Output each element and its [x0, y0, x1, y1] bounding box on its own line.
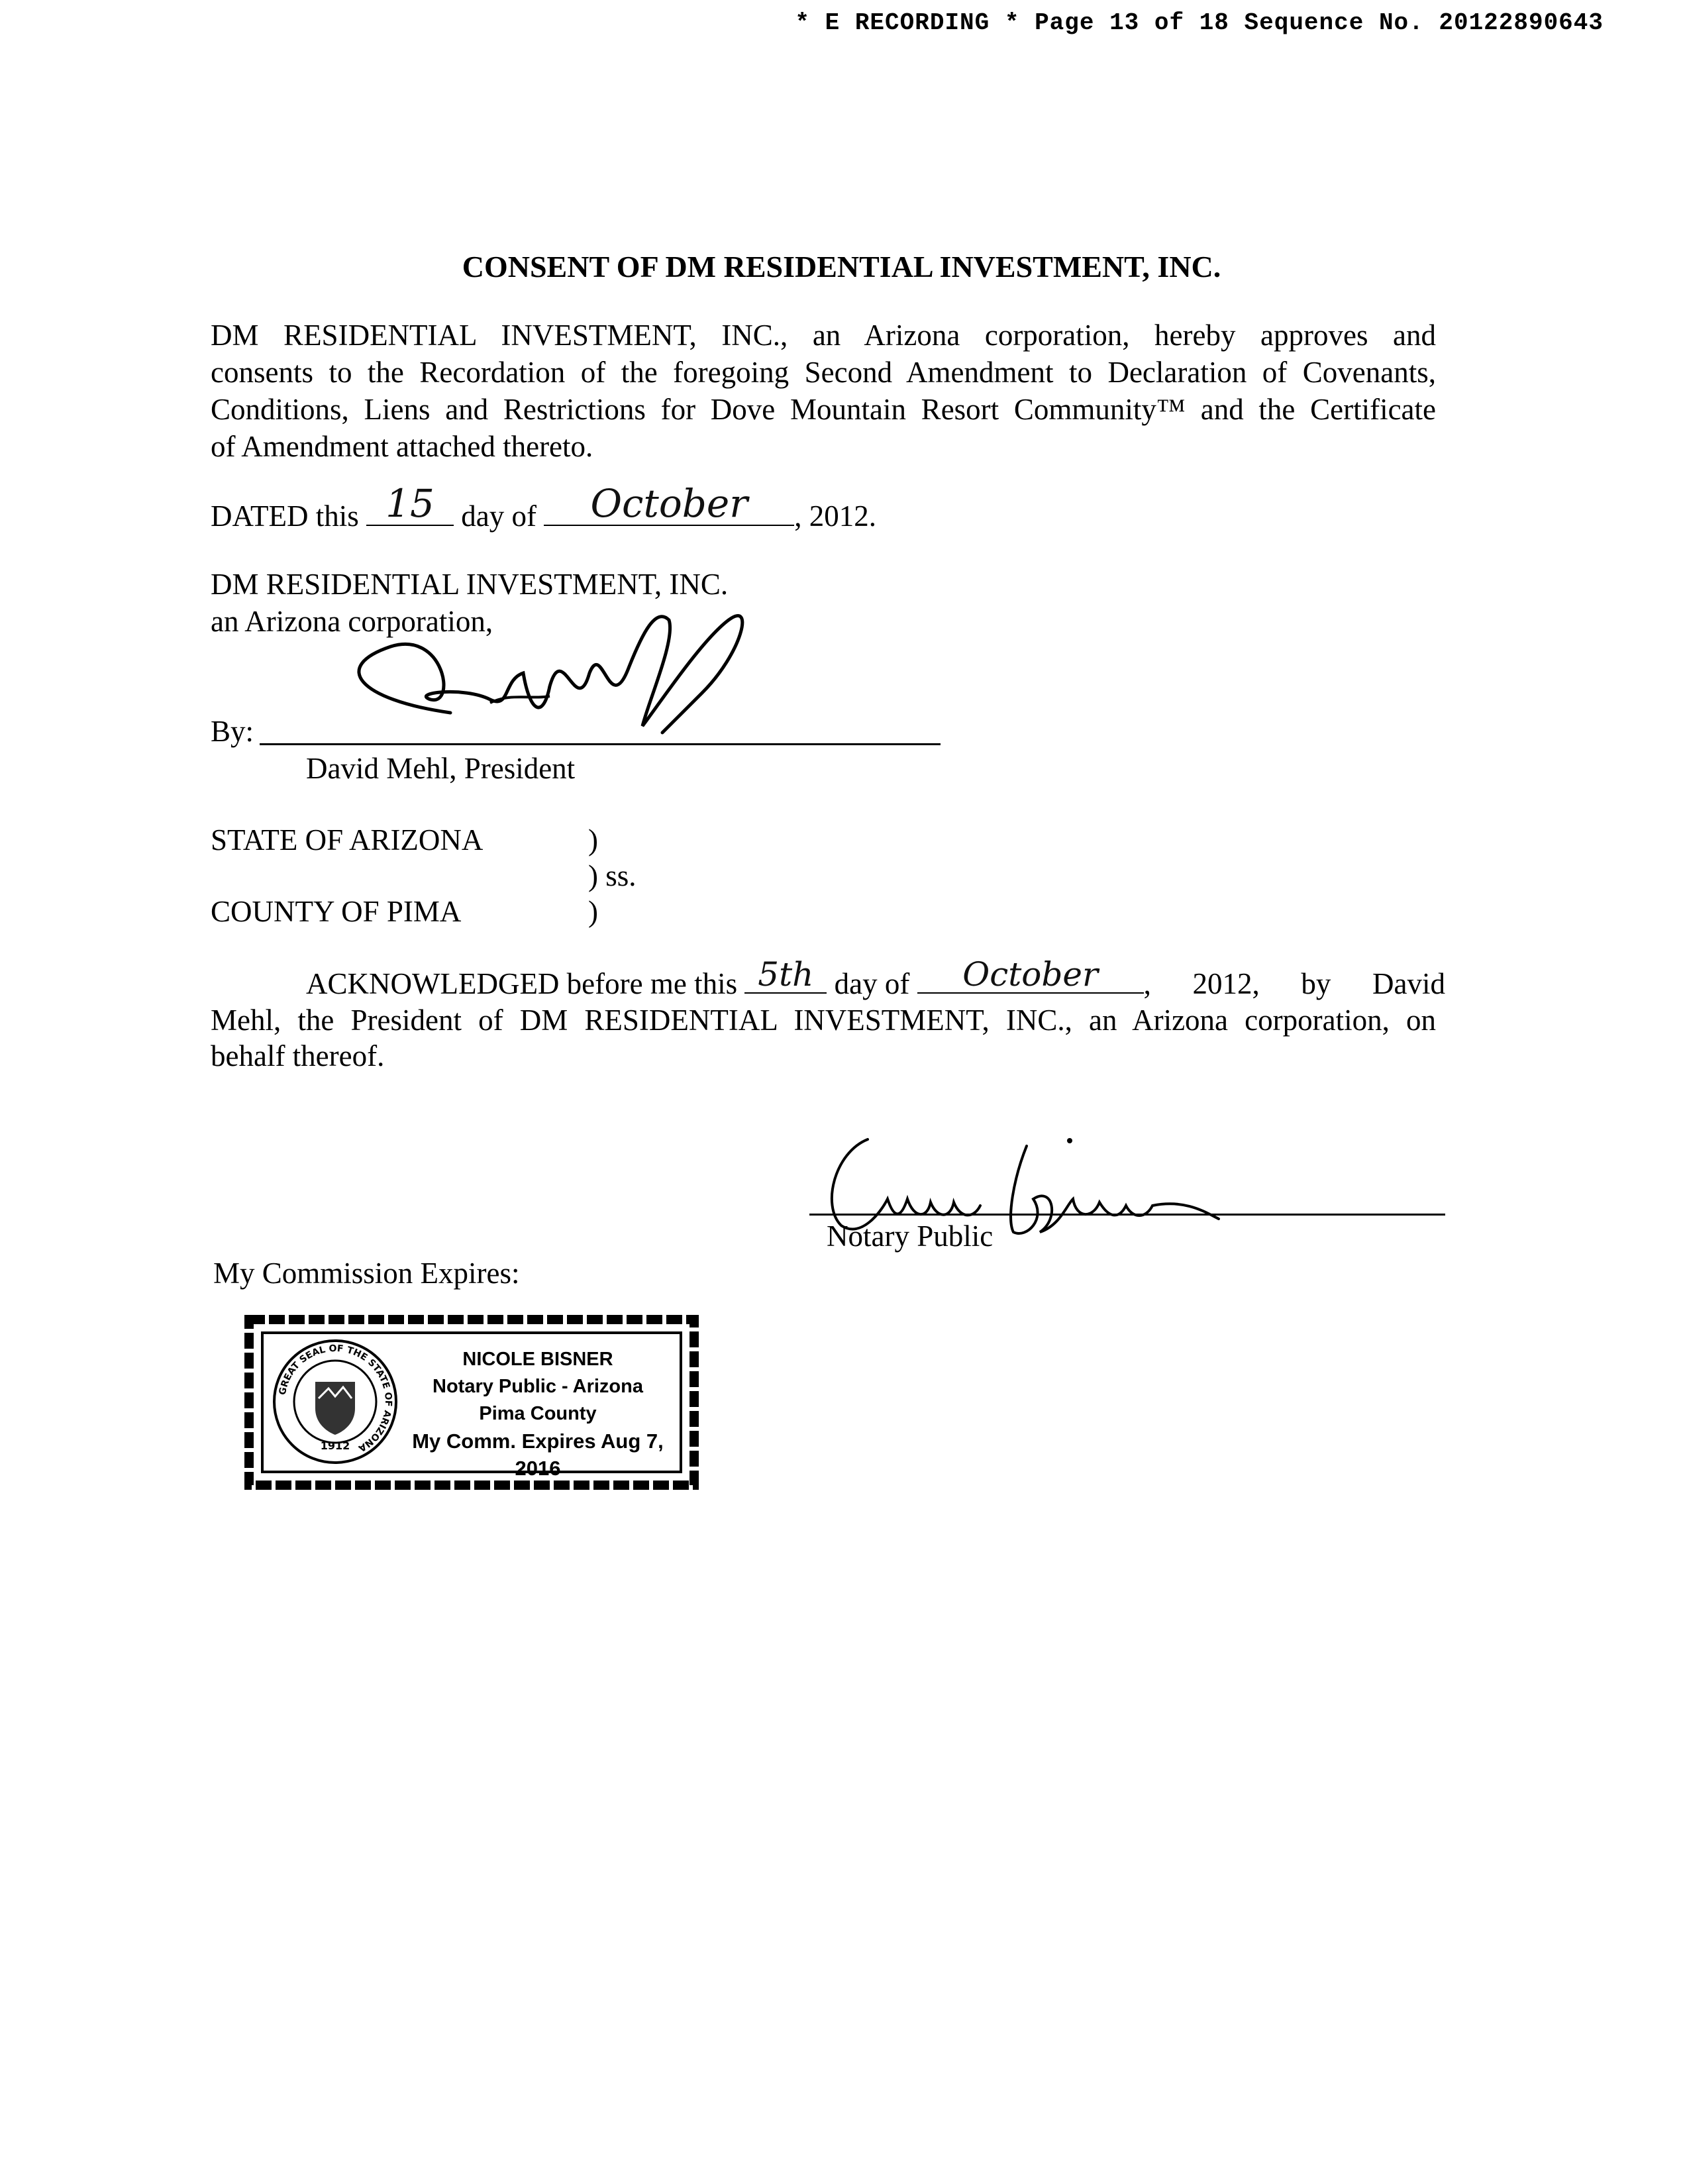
dated-month-handwritten: October — [590, 481, 748, 526]
ack-middle: day of — [834, 967, 910, 1000]
ack-month-blank — [917, 955, 1144, 994]
body-line-4: of Amendment attached thereto. — [211, 430, 593, 463]
ack-month-handwritten: October — [962, 955, 1098, 994]
acknowledgment-line-3: behalf thereof. — [211, 1039, 385, 1072]
dated-day-blank — [366, 481, 454, 526]
ack-day-blank — [744, 955, 827, 994]
venue-paren-ss: ) ss. — [588, 859, 637, 892]
dated-suffix: , 2012. — [794, 499, 876, 533]
ack-prefix: ACKNOWLEDGED before me this — [306, 967, 738, 1000]
company-name: DM RESIDENTIAL INVESTMENT, INC. — [211, 568, 729, 601]
document-title: CONSENT OF DM RESIDENTIAL INVESTMENT, INC. — [462, 250, 1221, 284]
body-line-2: consents to the Recordation of the foregoing Second Amendment to Declaration of Covenants, — [211, 356, 1436, 389]
stamp-notary-name: NICOLE BISNER — [462, 1349, 613, 1370]
commission-label: My Commission Expires: — [213, 1257, 520, 1290]
notary-stamp — [240, 1310, 703, 1494]
dated-prefix: DATED this — [211, 499, 359, 533]
acknowledgment-line-1 — [306, 955, 1445, 1001]
seal-year: 1912 — [320, 1439, 350, 1452]
stamp-expiration: My Comm. Expires Aug 7, 2016 — [412, 1430, 664, 1480]
venue-paren-1: ) — [588, 823, 598, 857]
consent-paragraph — [211, 317, 1436, 465]
signer-name: David Mehl, President — [306, 752, 576, 785]
signature-line-notary — [809, 1214, 1445, 1216]
ack-line1-suffix: , 2012, by David — [1143, 967, 1445, 1000]
dated-day-handwritten: 15 — [385, 481, 434, 526]
dated-line — [211, 481, 876, 533]
stamp-county: Pima County — [479, 1403, 597, 1424]
dated-month-blank — [544, 481, 794, 526]
state-seal-image — [269, 1335, 401, 1468]
body-line-1: DM RESIDENTIAL INVESTMENT, INC., an Arizona corporation, hereby approves and — [211, 319, 1436, 352]
company-descriptor: an Arizona corporation, — [211, 605, 493, 638]
stamp-notary-title: Notary Public - Arizona — [433, 1376, 643, 1397]
acknowledgment-line-2: Mehl, the President of DM RESIDENTIAL INVESTMENT, INC., an Arizona corporation, on — [211, 1004, 1436, 1037]
stamp-text-block — [405, 1346, 670, 1482]
by-label: By: — [211, 715, 254, 748]
venue-state: STATE OF ARIZONA — [211, 823, 484, 857]
signature-line-by — [260, 743, 941, 745]
seal-ring-text: GREAT SEAL OF THE STATE OF ARIZONA — [277, 1343, 394, 1454]
ack-day-handwritten: 5th — [758, 955, 814, 994]
venue-paren-3: ) — [588, 895, 598, 928]
recording-header: * E RECORDING * Page 13 of 18 Sequence No. 20122890643 — [795, 9, 1604, 36]
notary-label: Notary Public — [827, 1220, 994, 1253]
dated-middle: day of — [461, 499, 536, 533]
venue-county: COUNTY OF PIMA — [211, 895, 462, 928]
body-line-3: Conditions, Liens and Restrictions for Dove Mountain Resort Community™ and the Certificate — [211, 393, 1436, 426]
signature-mehl-image — [331, 600, 795, 753]
